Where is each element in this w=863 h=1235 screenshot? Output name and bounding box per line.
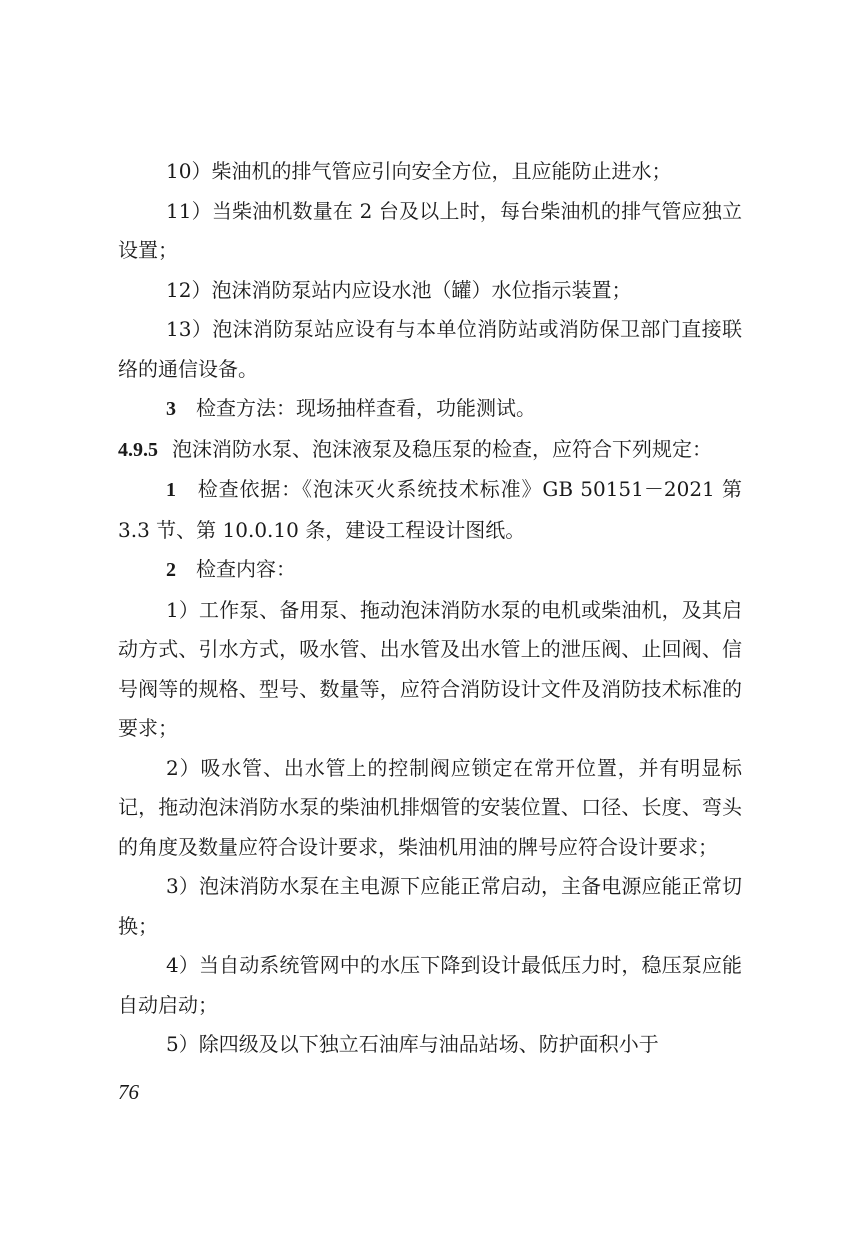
item-number: 2 xyxy=(166,559,176,581)
paragraph: 12）泡沫消防泵站内应设水池（罐）水位指示装置； xyxy=(166,277,632,302)
document-body xyxy=(118,152,742,1065)
paragraph: 1）工作泵、备用泵、拖动泡沫消防水泵的电机或柴油机，及其启动方式、引水方式，吸水管、出水管及出水管上的泄压阀、止回阀、信号阀等的规格、型号、数量等，应符合消防设计文件及消防技术标准的要求； xyxy=(118,597,742,740)
section-paragraph xyxy=(118,430,742,471)
paragraph-text: 泡沫消防水泵、泡沫液泵及稳压泵的检查，应符合下列规定： xyxy=(172,436,712,461)
paragraph xyxy=(118,550,742,591)
paragraph: 3）泡沫消防水泵在主电源下应能正常启动，主备电源应能正常切换； xyxy=(118,874,742,938)
paragraph: 13）泡沫消防泵站应设有与本单位消防站或消防保卫部门直接联络的通信设备。 xyxy=(118,317,742,381)
paragraph: 2）吸水管、出水管上的控制阀应锁定在常开位置，并有明显标记，拖动泡沫消防水泵的柴油机排烟管的安装位置、口径、长度、弯头的角度及数量应符合设计要求，柴油机用油的牌号应符合设计要求； xyxy=(118,755,742,859)
paragraph: 11）当柴油机数量在 2 台及以上时，每台柴油机的排气管应独立设置； xyxy=(118,198,742,262)
paragraph: 10）柴油机的排气管应引向安全方位，且应能防止进水； xyxy=(166,159,672,183)
section-number: 4.9.5 xyxy=(118,438,158,461)
paragraph: 4）当自动系统管网中的水压下降到设计最低压力时，稳压泵应能自动启动； xyxy=(118,953,742,1017)
paragraph xyxy=(118,470,742,550)
paragraph-text: 检查内容： xyxy=(196,557,296,581)
paragraph xyxy=(118,389,742,430)
paragraph-text: 检查依据：《泡沫灭火系统技术标准》GB 50151－2021 第 3.3 节、第 10.0.10 条，建设工程设计图纸。 xyxy=(118,477,743,542)
item-number: 3 xyxy=(166,398,176,420)
page-number: 76 xyxy=(118,1080,139,1104)
item-number: 1 xyxy=(166,479,176,501)
paragraph-text: 检查方法：现场抽样查看，功能测试。 xyxy=(196,396,536,420)
paragraph: 5）除四级及以下独立石油库与油品站场、防护面积小于 xyxy=(166,1032,659,1056)
